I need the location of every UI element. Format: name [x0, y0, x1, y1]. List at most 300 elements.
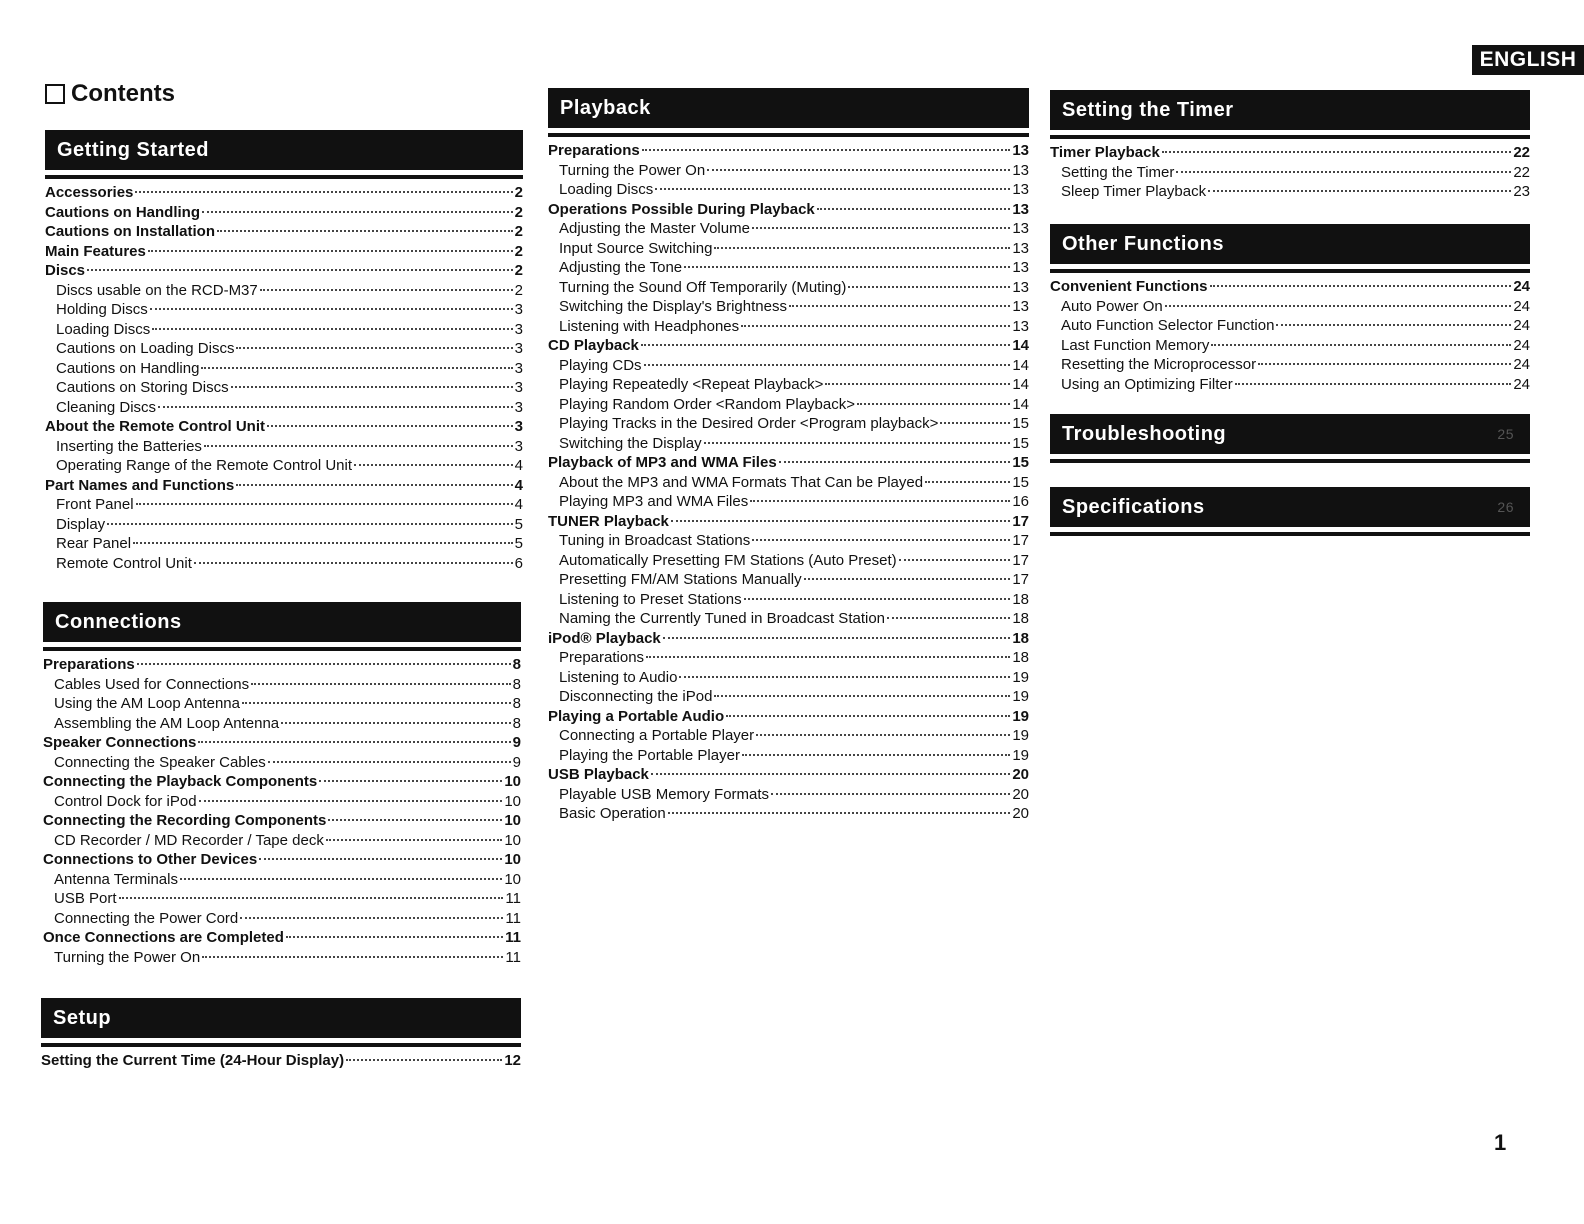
toc-entry-label: Connecting the Recording Components: [43, 812, 327, 829]
toc-entry: [548, 804, 1029, 824]
toc-entry-page: 22: [1513, 144, 1530, 161]
toc-list-setup: [41, 1051, 521, 1071]
column-left-connections: [43, 602, 521, 967]
column-right-other: [1050, 224, 1530, 394]
toc-entry: [548, 746, 1029, 766]
toc-entry: [1050, 277, 1530, 297]
toc-leader-dots: [251, 683, 511, 685]
toc-entry: [1050, 182, 1530, 202]
toc-leader-dots: [202, 956, 503, 958]
toc-entry-page: 24: [1513, 317, 1530, 334]
toc-entry: [43, 889, 521, 909]
toc-entry-label: Discs: [45, 262, 86, 279]
section-header-getting-started: Getting Started: [45, 130, 523, 170]
toc-entry-label: Cleaning Discs: [56, 398, 157, 416]
toc-entry-label: Sleep Timer Playback: [1061, 183, 1207, 200]
section-header-setting-timer: Setting the Timer: [1050, 90, 1530, 130]
toc-leader-dots: [281, 722, 511, 724]
toc-entry: [43, 928, 521, 948]
toc-leader-dots: [887, 617, 1010, 619]
toc-leader-dots: [804, 578, 1011, 580]
toc-leader-dots: [240, 917, 503, 919]
toc-entry-label: Resetting the Microprocessor: [1061, 356, 1257, 373]
toc-entry-label: Display: [56, 515, 106, 533]
toc-entry-label: Listening to Preset Stations: [559, 590, 742, 608]
toc-entry: [43, 811, 521, 831]
toc-entry-label: Disconnecting the iPod: [559, 688, 713, 705]
toc-entry-label: Tuning in Broadcast Stations: [559, 532, 751, 549]
toc-entry-label: Turning the Power On: [559, 161, 706, 179]
toc-entry-page: 10: [504, 831, 521, 849]
toc-entry-label: Connections to Other Devices: [43, 851, 258, 868]
toc-entry-page: 13: [1012, 298, 1029, 315]
toc-leader-dots: [242, 702, 511, 704]
toc-entry-page: 12: [504, 1052, 521, 1069]
toc-leader-dots: [1258, 363, 1511, 365]
toc-leader-dots: [267, 425, 513, 427]
toc-entry-page: 19: [1012, 688, 1029, 705]
toc-entry-page: 2: [514, 242, 523, 260]
toc-entry-page: 2: [514, 262, 523, 279]
toc-entry-label: Cables Used for Connections: [54, 675, 250, 693]
toc-entry: [548, 609, 1029, 629]
toc-leader-dots: [779, 461, 1011, 463]
toc-entry-page: 2: [514, 281, 523, 299]
toc-entry: [548, 200, 1029, 220]
toc-entry: [1050, 375, 1530, 395]
toc-leader-dots: [199, 800, 503, 802]
toc-entry-page: 4: [514, 476, 523, 494]
toc-entry-label: Inserting the Batteries: [56, 437, 202, 455]
toc-entry: [45, 183, 523, 203]
toc-entry-page: 8: [512, 675, 521, 693]
toc-leader-dots: [135, 191, 512, 193]
toc-entry-label: Connecting a Portable Player: [559, 727, 755, 744]
toc-entry-page: 3: [514, 359, 523, 377]
toc-leader-dots: [328, 819, 502, 821]
toc-leader-dots: [133, 542, 513, 544]
toc-entry-page: 3: [514, 320, 523, 338]
toc-entry: [43, 831, 521, 851]
toc-entry-page: 24: [1513, 336, 1530, 354]
toc-entry-label: USB Port: [54, 890, 117, 907]
toc-entry-page: 11: [505, 909, 521, 927]
toc-entry-label: About the MP3 and WMA Formats That Can be Played: [559, 473, 924, 491]
toc-entry-label: Loading Discs: [559, 181, 654, 198]
toc-leader-dots: [201, 367, 512, 369]
toc-list-playback: [548, 141, 1029, 824]
toc-leader-dots: [925, 481, 1010, 483]
toc-entry: [548, 239, 1029, 259]
toc-list-getting-started: [45, 183, 523, 573]
column-right-troubleshooting: [1050, 414, 1530, 463]
toc-leader-dots: [789, 305, 1010, 307]
toc-entry: [45, 378, 523, 398]
toc-entry-page: 18: [1012, 590, 1029, 608]
toc-entry-label: Control Dock for iPod: [54, 792, 197, 810]
toc-leader-dots: [940, 422, 1010, 424]
toc-entry-page: 17: [1012, 532, 1029, 549]
toc-leader-dots: [236, 347, 512, 349]
toc-entry: [548, 258, 1029, 278]
toc-entry-label: Cautions on Loading Discs: [56, 340, 235, 357]
toc-entry-label: Using the AM Loop Antenna: [54, 695, 240, 712]
column-middle: [548, 88, 1029, 824]
toc-entry-page: 11: [505, 890, 521, 907]
toc-entry-label: Cautions on Handling: [56, 359, 200, 377]
toc-entry-page: 24: [1513, 356, 1530, 373]
toc-entry-label: Connecting the Power Cord: [54, 909, 239, 927]
toc-entry-label: Switching the Display: [559, 434, 702, 452]
toc-leader-dots: [899, 559, 1011, 561]
toc-entry-page: 8: [512, 656, 521, 673]
toc-entry: [1050, 355, 1530, 375]
toc-entry: [548, 414, 1029, 434]
toc-entry: [548, 317, 1029, 337]
toc-leader-dots: [180, 878, 502, 880]
toc-leader-dots: [641, 344, 1010, 346]
toc-entry-label: Preparations: [43, 656, 135, 673]
toc-entry-label: CD Playback: [548, 337, 639, 354]
column-right-timer: [1050, 90, 1530, 202]
toc-entry: [548, 668, 1029, 688]
toc-entry-page: 10: [504, 851, 521, 868]
toc-leader-dots: [204, 445, 513, 447]
toc-leader-dots: [817, 208, 1011, 210]
toc-entry-label: Basic Operation: [559, 805, 666, 822]
toc-entry-page: 24: [1513, 375, 1530, 393]
toc-leader-dots: [726, 715, 1010, 717]
toc-entry: [548, 570, 1029, 590]
section-rule: [45, 175, 523, 179]
toc-leader-dots: [319, 780, 502, 782]
toc-entry-label: Using an Optimizing Filter: [1061, 375, 1233, 393]
toc-entry: [548, 785, 1029, 805]
toc-entry-page: 6: [514, 554, 523, 572]
toc-entry-label: Listening to Audio: [559, 668, 678, 686]
toc-entry: [43, 753, 521, 773]
toc-entry: [548, 278, 1029, 298]
toc-leader-dots: [136, 503, 513, 505]
toc-leader-dots: [148, 250, 513, 252]
toc-leader-dots: [744, 598, 1011, 600]
toc-entry-label: Playing Repeatedly <Repeat Playback>: [559, 376, 824, 393]
section-rule: [1050, 135, 1530, 139]
toc-entry-page: 24: [1513, 278, 1530, 295]
toc-entry: [548, 473, 1029, 493]
toc-entry-page: 18: [1012, 649, 1029, 666]
toc-entry-label: Automatically Presetting FM Stations (Auto Preset): [559, 551, 897, 569]
toc-entry-label: Naming the Currently Tuned in Broadcast Station: [559, 610, 886, 627]
toc-entry-label: Playing Random Order <Random Playback>: [559, 395, 855, 413]
toc-entry-label: TUNER Playback: [548, 512, 669, 530]
toc-entry-page: 13: [1012, 259, 1029, 276]
toc-entry-label: Operating Range of the Remote Control Unit: [56, 457, 352, 474]
toc-entry-label: Playing CDs: [559, 356, 642, 374]
toc-entry-label: Playing MP3 and WMA Files: [559, 493, 749, 510]
specifications-page: 26: [1497, 499, 1514, 515]
toc-entry-label: Operations Possible During Playback: [548, 200, 815, 218]
section-header-troubleshooting: Troubleshooting 25: [1050, 414, 1530, 454]
toc-leader-dots: [260, 289, 513, 291]
toc-entry-page: 20: [1012, 785, 1029, 803]
toc-entry-page: 15: [1012, 473, 1029, 491]
toc-entry-page: 13: [1012, 181, 1029, 198]
toc-entry-label: Rear Panel: [56, 535, 132, 552]
toc-entry-label: Playing Tracks in the Desired Order <Program playback>: [559, 415, 939, 432]
toc-entry: [45, 554, 523, 574]
toc-entry-page: 9: [512, 753, 521, 771]
toc-entry-page: 13: [1012, 317, 1029, 335]
toc-entry-page: 20: [1012, 766, 1029, 783]
toc-entry-label: Main Features: [45, 242, 146, 260]
toc-entry: [1050, 336, 1530, 356]
toc-entry-label: Preparations: [548, 142, 640, 159]
toc-leader-dots: [642, 149, 1011, 151]
toc-entry: [43, 909, 521, 929]
toc-leader-dots: [150, 308, 513, 310]
toc-entry: [45, 495, 523, 515]
toc-leader-dots: [668, 812, 1011, 814]
toc-entry: [548, 492, 1029, 512]
column-left: [45, 130, 523, 573]
toc-entry-page: 16: [1012, 493, 1029, 510]
toc-entry-page: 23: [1513, 183, 1530, 200]
toc-entry-page: 17: [1012, 551, 1029, 569]
toc-entry: [548, 297, 1029, 317]
toc-leader-dots: [1176, 171, 1511, 173]
section-header-specifications: Specifications 26: [1050, 487, 1530, 527]
toc-leader-dots: [119, 897, 504, 899]
toc-leader-dots: [158, 406, 513, 408]
toc-leader-dots: [714, 247, 1010, 249]
toc-entry-label: Once Connections are Completed: [43, 929, 284, 946]
section-rule: [1050, 269, 1530, 273]
section-rule: [1050, 532, 1530, 536]
toc-entry-label: Assembling the AM Loop Antenna: [54, 714, 280, 732]
toc-leader-dots: [1276, 324, 1511, 326]
toc-entry-page: 3: [514, 340, 523, 357]
toc-entry-page: 15: [1012, 434, 1029, 452]
toc-entry: [43, 792, 521, 812]
toc-entry-label: USB Playback: [548, 766, 649, 783]
toc-entry-label: Cautions on Installation: [45, 223, 216, 240]
toc-entry-label: Remote Control Unit: [56, 554, 192, 572]
toc-leader-dots: [655, 188, 1010, 190]
toc-entry-page: 10: [504, 792, 521, 810]
toc-leader-dots: [107, 523, 512, 525]
toc-leader-dots: [354, 464, 513, 466]
toc-entry: [43, 948, 521, 968]
toc-leader-dots: [750, 500, 1010, 502]
toc-entry: [41, 1051, 521, 1071]
language-badge: ENGLISH: [1472, 45, 1584, 75]
toc-entry: [45, 242, 523, 262]
toc-entry-page: 13: [1012, 220, 1029, 237]
toc-entry: [45, 515, 523, 535]
toc-entry-page: 13: [1012, 161, 1029, 179]
toc-entry-page: 14: [1012, 376, 1029, 393]
toc-leader-dots: [346, 1059, 502, 1061]
toc-entry-label: Speaker Connections: [43, 734, 197, 751]
toc-entry-page: 14: [1012, 337, 1029, 354]
toc-entry: [548, 707, 1029, 727]
toc-entry-page: 9: [512, 734, 521, 751]
toc-leader-dots: [217, 230, 513, 232]
toc-entry-label: Holding Discs: [56, 301, 148, 318]
toc-entry: [45, 339, 523, 359]
toc-entry-label: Connecting the Playback Components: [43, 773, 318, 790]
toc-entry: [45, 300, 523, 320]
toc-entry-label: Playing the Portable Player: [559, 746, 740, 764]
toc-entry-label: Listening with Headphones: [559, 317, 740, 335]
toc-entry-label: Timer Playback: [1050, 144, 1160, 161]
toc-entry: [548, 161, 1029, 181]
toc-entry-page: 13: [1012, 200, 1029, 218]
toc-entry: [43, 733, 521, 753]
toc-entry-label: Adjusting the Master Volume: [559, 220, 750, 237]
toc-leader-dots: [756, 734, 1010, 736]
toc-entry-page: 4: [514, 496, 523, 513]
toc-entry: [1050, 297, 1530, 317]
toc-entry-label: Accessories: [45, 184, 134, 201]
toc-entry: [45, 320, 523, 340]
toc-entry-label: Antenna Terminals: [54, 870, 178, 888]
toc-entry-label: Turning the Power On: [54, 948, 201, 966]
toc-leader-dots: [194, 562, 513, 564]
toc-entry: [43, 850, 521, 870]
toc-entry-page: 2: [514, 184, 523, 201]
toc-leader-dots: [752, 539, 1010, 541]
toc-entry: [43, 714, 521, 734]
toc-leader-dots: [202, 211, 513, 213]
toc-entry: [548, 590, 1029, 610]
toc-leader-dots: [87, 269, 513, 271]
toc-entry-label: Discs usable on the RCD-M37: [56, 281, 258, 299]
toc-entry-label: Loading Discs: [56, 320, 151, 338]
toc-leader-dots: [857, 403, 1010, 405]
toc-leader-dots: [231, 386, 513, 388]
toc-entry-page: 4: [514, 457, 523, 474]
toc-entry: [548, 512, 1029, 532]
toc-entry-page: 15: [1012, 415, 1029, 432]
toc-entry: [548, 356, 1029, 376]
toc-leader-dots: [286, 936, 503, 938]
toc-entry: [45, 534, 523, 554]
toc-list-setting-timer: [1050, 143, 1530, 202]
toc-entry-label: Playback of MP3 and WMA Files: [548, 454, 777, 471]
toc-leader-dots: [646, 656, 1010, 658]
toc-entry: [548, 551, 1029, 571]
toc-leader-dots: [671, 520, 1010, 522]
toc-entry: [548, 141, 1029, 161]
toc-entry: [1050, 143, 1530, 163]
section-header-playback: Playback: [548, 88, 1029, 128]
toc-entry-label: Last Function Memory: [1061, 336, 1210, 354]
toc-entry-page: 10: [504, 870, 521, 888]
toc-entry: [548, 395, 1029, 415]
toc-entry-label: Cautions on Storing Discs: [56, 379, 229, 396]
toc-leader-dots: [259, 858, 502, 860]
toc-leader-dots: [707, 169, 1010, 171]
contents-heading: [45, 80, 175, 108]
toc-entry-label: Input Source Switching: [559, 239, 713, 257]
toc-entry-page: 3: [514, 437, 523, 455]
toc-entry-label: Convenient Functions: [1050, 278, 1208, 295]
toc-leader-dots: [742, 754, 1010, 756]
toc-entry: [45, 203, 523, 223]
toc-leader-dots: [326, 839, 502, 841]
toc-leader-dots: [1211, 344, 1511, 346]
toc-entry-page: 20: [1012, 805, 1029, 822]
toc-leader-dots: [771, 793, 1010, 795]
toc-entry: [45, 437, 523, 457]
toc-entry: [45, 476, 523, 496]
toc-leader-dots: [644, 364, 1011, 366]
toc-leader-dots: [663, 637, 1011, 639]
toc-entry: [548, 648, 1029, 668]
toc-entry: [548, 180, 1029, 200]
toc-leader-dots: [1208, 190, 1511, 192]
toc-entry: [548, 375, 1029, 395]
toc-entry-page: 14: [1012, 395, 1029, 413]
toc-entry: [548, 687, 1029, 707]
toc-leader-dots: [848, 286, 1010, 288]
toc-entry-page: 2: [514, 203, 523, 221]
troubleshooting-page: 25: [1497, 426, 1514, 442]
toc-entry-label: Presetting FM/AM Stations Manually: [559, 571, 802, 588]
toc-entry-page: 19: [1012, 668, 1029, 686]
toc-entry-page: 3: [514, 379, 523, 396]
toc-entry-page: 14: [1012, 356, 1029, 374]
section-rule: [548, 133, 1029, 137]
toc-leader-dots: [684, 266, 1010, 268]
toc-entry: [43, 870, 521, 890]
toc-entry-page: 5: [514, 535, 523, 552]
toc-leader-dots: [152, 328, 512, 330]
toc-entry: [43, 675, 521, 695]
toc-entry-page: 13: [1012, 239, 1029, 257]
toc-entry: [548, 336, 1029, 356]
toc-entry: [548, 453, 1029, 473]
toc-entry-page: 19: [1012, 727, 1029, 744]
toc-leader-dots: [651, 773, 1010, 775]
section-header-other-functions: Other Functions: [1050, 224, 1530, 264]
section-rule: [1050, 459, 1530, 463]
toc-entry-page: 2: [514, 223, 523, 240]
toc-entry: [45, 398, 523, 418]
toc-entry-label: iPod® Playback: [548, 629, 661, 647]
toc-entry-page: 3: [514, 301, 523, 318]
toc-entry-page: 3: [514, 418, 523, 435]
section-header-connections: Connections: [43, 602, 521, 642]
toc-leader-dots: [198, 741, 510, 743]
toc-entry-page: 17: [1012, 571, 1029, 588]
toc-entry: [43, 772, 521, 792]
toc-leader-dots: [825, 383, 1010, 385]
toc-entry: [45, 359, 523, 379]
toc-entry-label: About the Remote Control Unit: [45, 418, 265, 435]
section-header-setup: Setup: [41, 998, 521, 1038]
page-number: 1: [1494, 1130, 1507, 1155]
toc-entry-page: 13: [1012, 142, 1029, 159]
toc-leader-dots: [741, 325, 1010, 327]
toc-entry-label: Auto Power On: [1061, 297, 1163, 315]
toc-entry-label: Switching the Display's Brightness: [559, 298, 787, 315]
toc-entry: [45, 456, 523, 476]
toc-entry: [1050, 316, 1530, 336]
toc-entry-page: 5: [514, 515, 523, 533]
